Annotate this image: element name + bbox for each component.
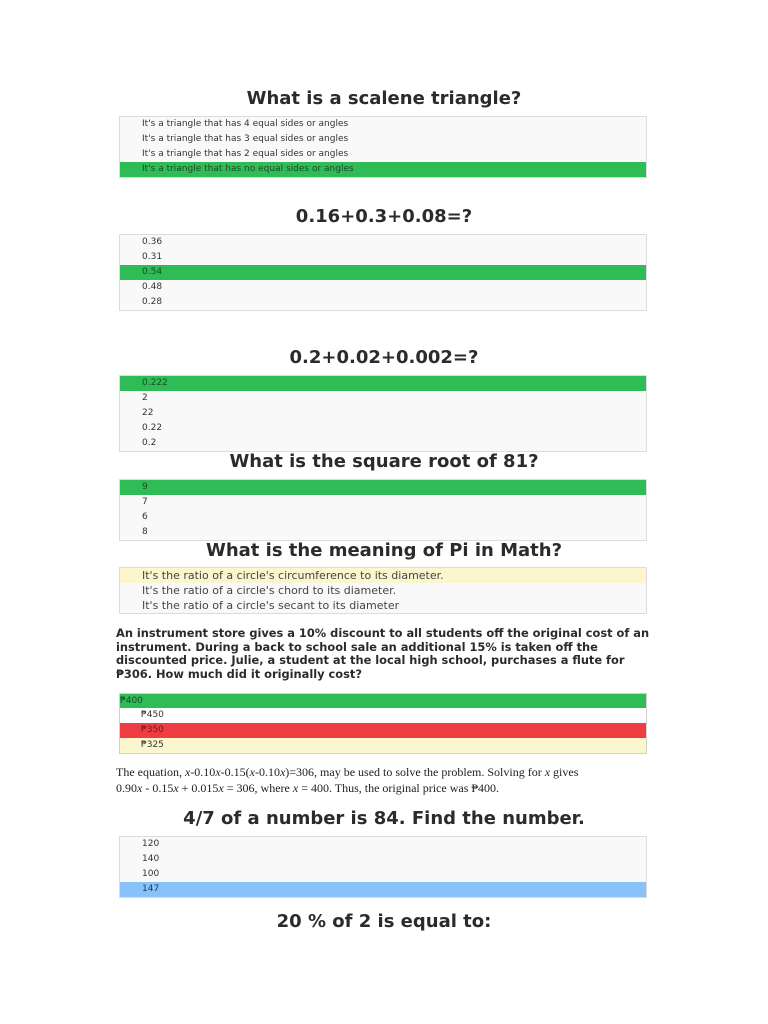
answer-option[interactable]: 0.22	[142, 423, 163, 433]
answer-option[interactable]: It's the ratio of a circle's secant to its diameter	[142, 599, 400, 612]
answer-options	[119, 116, 647, 178]
question-title: 0.2+0.02+0.002=?	[289, 347, 479, 368]
answer-option[interactable]: 100	[142, 869, 160, 879]
answer-option[interactable]: 0.36	[142, 237, 163, 247]
answer-options	[119, 693, 647, 754]
answer-option[interactable]: 140	[142, 854, 160, 864]
answer-option[interactable]: 0.31	[142, 252, 163, 262]
answer-option[interactable]: ₱325	[120, 738, 646, 753]
answer-option-wrong[interactable]: ₱350	[120, 723, 646, 738]
answer-options	[119, 567, 647, 614]
answer-options	[119, 479, 647, 541]
answer-option-correct[interactable]: ₱400	[120, 694, 646, 708]
question-title: 4/7 of a number is 84. Find the number.	[183, 808, 585, 829]
answer-option[interactable]: It's a triangle that has 2 equal sides or angles	[142, 149, 349, 159]
answer-option[interactable]: 0.2	[142, 438, 157, 448]
answer-option-correct[interactable]: 9	[120, 480, 646, 495]
question-paragraph: An instrument store gives a 10% discount to all students off the original cost of an instrument. During a back to school sale an additional 15% is taken off the discounted price. Julie, a student at the local high school, purchases a flute for ₱306. How much did it originally cost?	[116, 626, 650, 681]
question-title: What is the square root of 81?	[229, 451, 539, 472]
answer-option[interactable]: It's a triangle that has 4 equal sides or angles	[142, 119, 349, 129]
question-title: 0.16+0.3+0.08=?	[295, 206, 473, 227]
answer-option-correct[interactable]: It's a triangle that has no equal sides or angles	[120, 162, 646, 177]
answer-option[interactable]: 2	[142, 393, 148, 403]
question-title: What is the meaning of Pi in Math?	[205, 540, 563, 561]
question-title: What is a scalene triangle?	[246, 88, 522, 109]
answer-option-selected[interactable]: It's the ratio of a circle's circumference to its diameter.	[120, 568, 646, 583]
answer-option-selected[interactable]: 147	[120, 882, 646, 897]
answer-option[interactable]: 0.28	[142, 297, 163, 307]
answer-option[interactable]: ₱450	[120, 708, 646, 723]
explanation-text: The equation, x-0.10x-0.15(x-0.10x)=306, may be used to solve the problem. Solving for x gives 0.90x - 0.15x + 0.015x = 306, where x = 400. Thus, the original price was ₱400.	[116, 765, 579, 795]
answer-option[interactable]: 0.48	[142, 282, 163, 292]
answer-option[interactable]: 120	[142, 839, 160, 849]
answer-option-correct[interactable]: 0.54	[120, 265, 646, 280]
question-title: 20 % of 2 is equal to:	[276, 911, 492, 932]
answer-options	[119, 234, 647, 311]
answer-option[interactable]: 7	[142, 497, 148, 507]
answer-option[interactable]: 6	[142, 512, 148, 522]
answer-option[interactable]: It's a triangle that has 3 equal sides or angles	[142, 134, 349, 144]
answer-options	[119, 836, 647, 898]
answer-option[interactable]: 22	[142, 408, 154, 418]
answer-option-correct[interactable]: 0.222	[120, 376, 646, 391]
answer-option[interactable]: 8	[142, 527, 148, 537]
answer-options	[119, 375, 647, 452]
answer-option[interactable]: It's the ratio of a circle's chord to its diameter.	[142, 584, 397, 597]
